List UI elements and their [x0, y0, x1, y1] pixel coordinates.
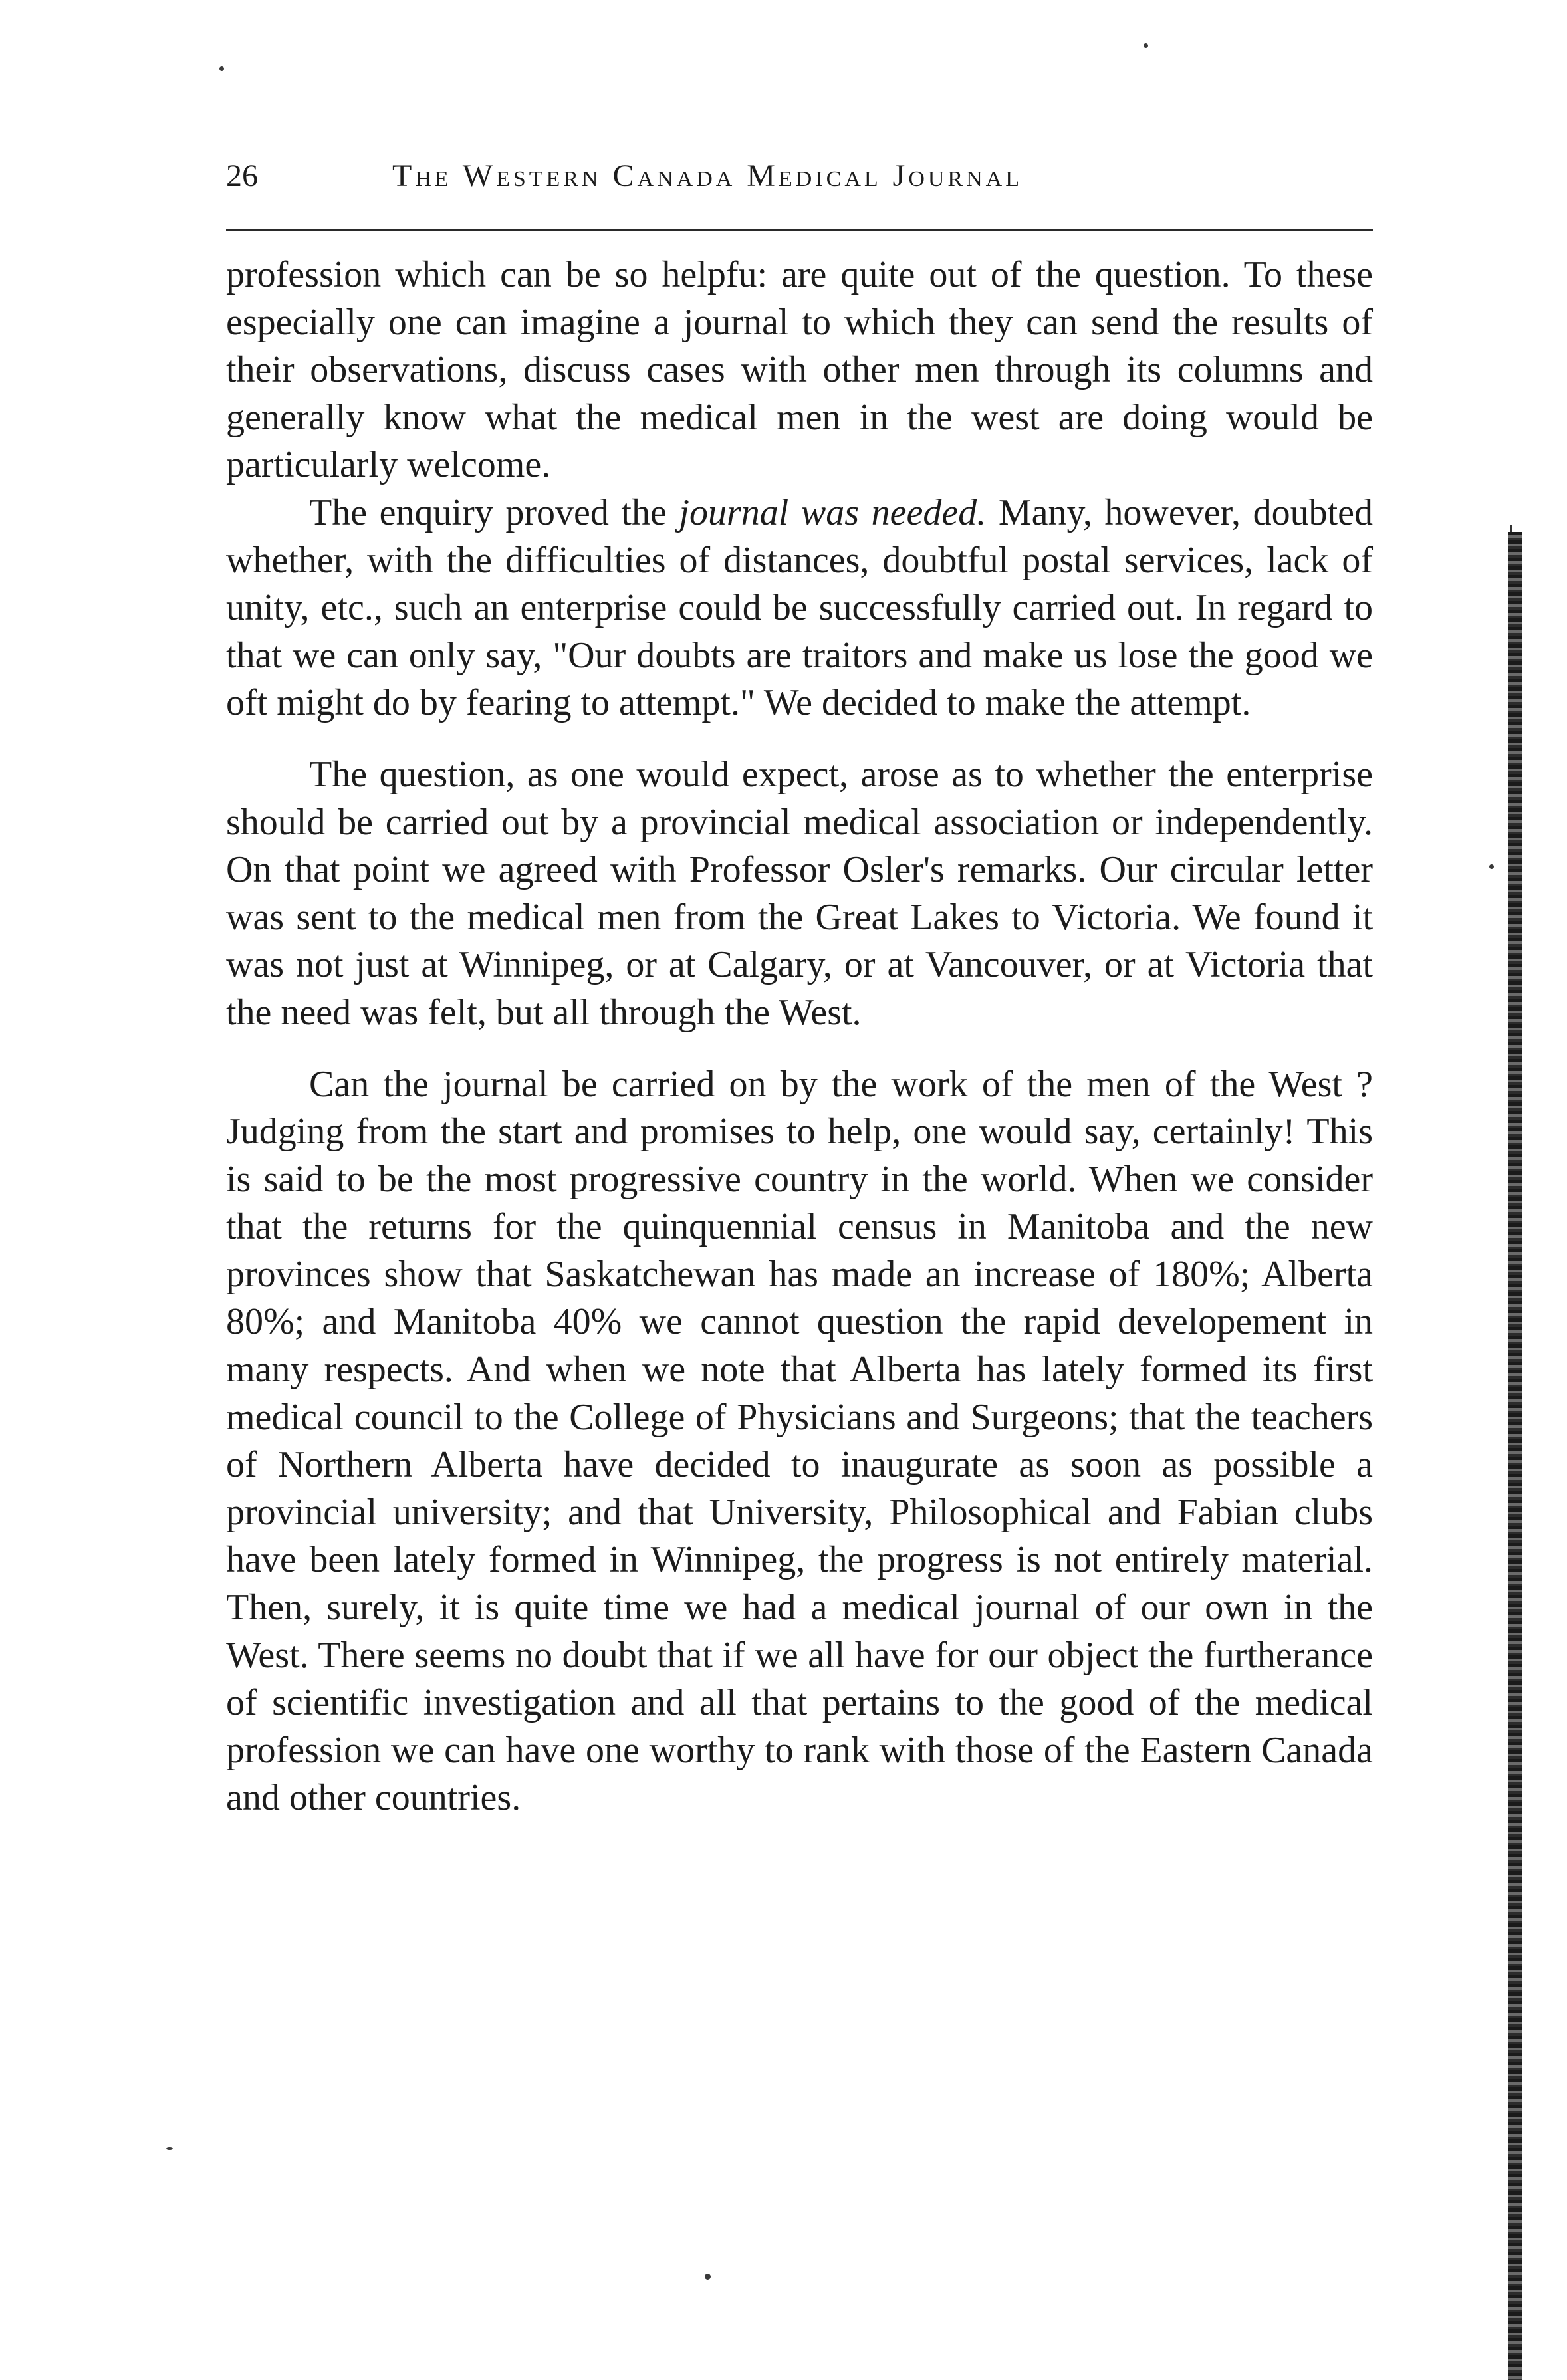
article-body [226, 251, 1373, 1822]
paragraph-1: profession which can be so helpfu: are quite out of the question. To these especially one can imagine a journal to which they can send the results of their observations, discuss cases with other men through its columns and generally know what the medical men in the west are doing would be particularly welcome. [226, 254, 1373, 486]
paragraph-2-italic: journal was needed. [679, 491, 987, 533]
page-number: 26 [226, 158, 258, 193]
binding-edge-shadow [1508, 532, 1522, 2380]
paragraph-3: The question, as one would expect, arose as to whether the enterprise should be carried out by a provincial medical association or independently. On that point we agreed with Professor Osler's remarks. Our circular letter was sent to the medical men from the Great Lakes to Victoria. We found it was not just at Winnipeg, or at Calgary, or at Vancouver, or at Victoria that the need was felt, but all through the West. [226, 753, 1373, 1033]
running-title: The Western Canada Medical Journal [392, 158, 1023, 193]
scan-speck [1489, 864, 1494, 869]
scan-speck [1144, 43, 1148, 48]
paragraph-2-lead: The enquiry proved the [309, 491, 679, 533]
scan-speck [166, 2147, 173, 2150]
paragraph-2 [226, 489, 1373, 727]
paragraph-4: Can the journal be carried on by the work of the men of the West ? Judging from the start and promises to help, one would say, certainly! This is said to be the most progressive country in the world. When we consider that the returns for the quinquennial census in Manitoba and the new provinces show that Saskatchewan has made an increase of 180%; Alberta 80%; and Manitoba 40% we cannot question the rapid developement in many respects. And when we note that Alberta has lately formed its first medical council to the College of Physicians and Surgeons; that the teachers of Northern Alberta have decided to inaugurate as soon as possible a provincial university; and that University, Philosophical and Fabian clubs have been lately formed in Winnipeg, the progress is not entirely material. Then, surely, it is quite time we had a medical journal of our own in the West. There seems no doubt that if we all have for our object the furtherance of scientific investigation and all that pertains to the good of the medical profession we can have one worthy to rank with those of the Eastern Canada and other countries. [226, 1063, 1373, 1819]
header-rule [226, 229, 1373, 231]
scan-speck [705, 2274, 711, 2280]
page-header [226, 156, 1373, 203]
paragraph-2-rest: Many, however, doubted whether, with the difficulties of distances, doubtful postal services, lack of unity, etc., such an enterprise could be successfully carried out. In regard to that we can only say, "Our doubts are traitors and make us lose the good we oft might do by fearing to attempt." We decided to make the attempt. [226, 491, 1373, 724]
scan-speck [219, 66, 224, 71]
